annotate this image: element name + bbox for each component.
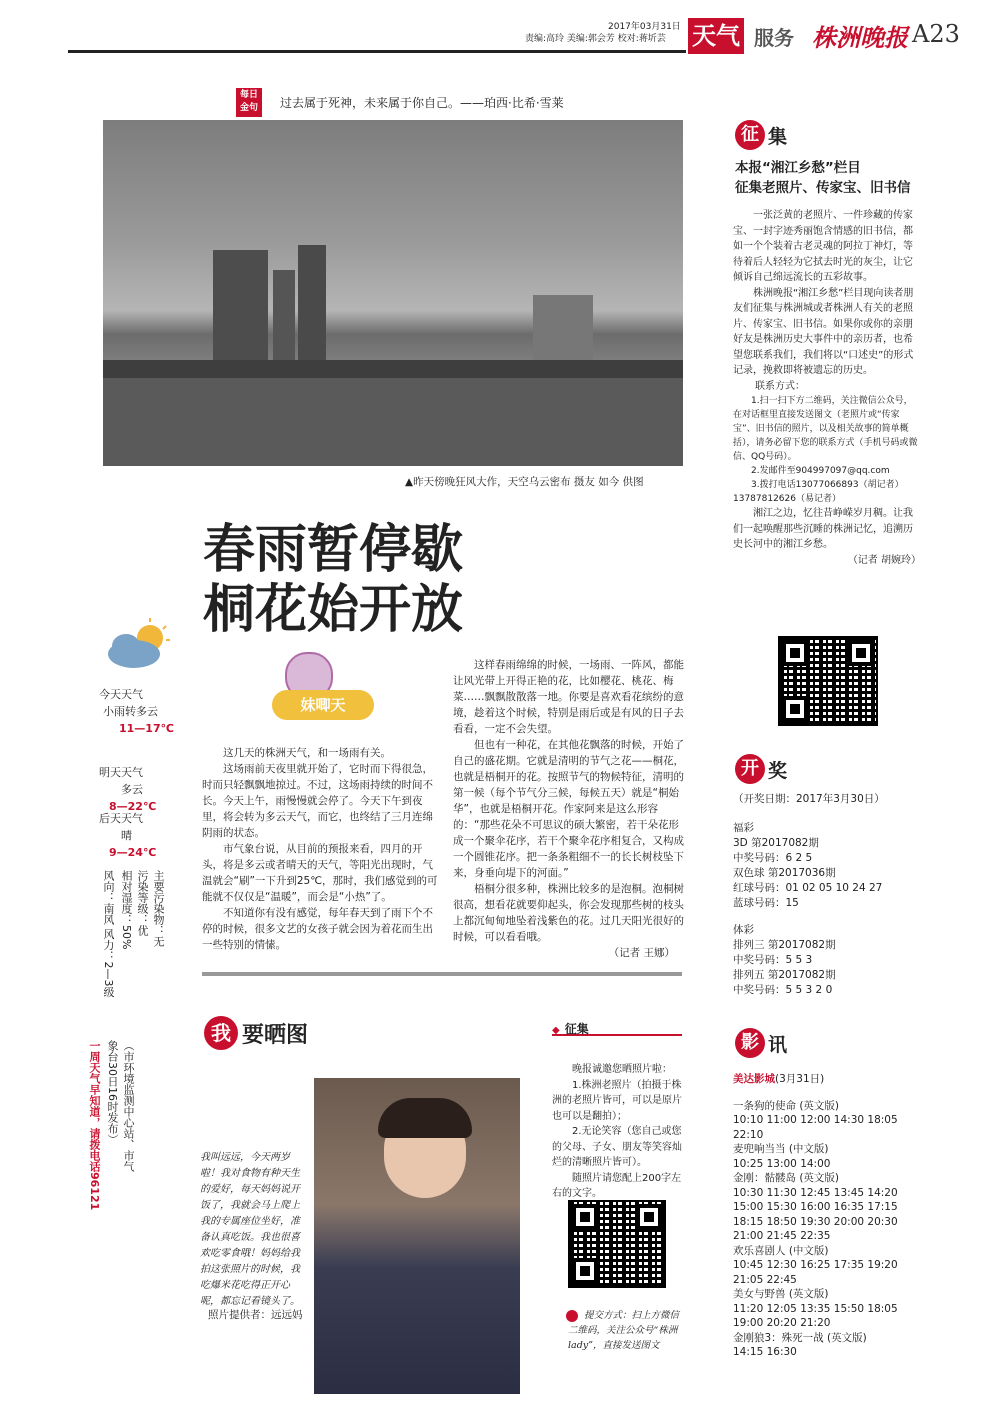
collect-body: 一张泛黄的老照片、一件珍藏的传家宝、一封字迹秀丽饱含情感的旧书信，都如一个个装着古老灵魂的阿拉丁神灯，等待着后人轻轻为它拭去时光的灰尘，让它倾诉自己绵远流长的五彩故事。 株洲晚报“湘江乡愁”栏目现向读者朋友们征集与株洲城或者株洲人有关的老照片、传家宝、旧书信。如果你或你的亲朋好友是株洲历史大事件中的亲历者，也希望您联系我们，我们将以“口述史”的形式记录，挽救即将被遗忘的历史。 联系方式： 1.扫一扫下方二维码，关注微信公众号，在对话框里直接发送图文（老照片或“传家宝”、旧书信的照片，以及相关故事的简单概括），请务必留下您的联系方式（手机号码或微信、QQ号码）。 2.发邮件至904997097@qq.com 3.拨打电话13077066893（胡记者）13787812626（易记者） 湘江之边，忆往昔峥嵘岁月稠。让我们一起唤醒那些沉睡的株洲记忆，追溯历史长河中的湘江乡愁。 （记者 胡婉玲） (733, 210, 921, 566)
weather-hotline: 一周天气早知道，请拨电话96121 (88, 1040, 101, 1211)
columnist-badge: 妹唧天 (272, 690, 374, 720)
humidity-info: 相对湿度：50% (120, 870, 133, 950)
source-line-1: （市环境监测中心站、市气 (122, 1040, 135, 1172)
pollutant-info: 主要污染物：无 (152, 870, 165, 947)
cinema-tag: 影 (735, 1028, 765, 1058)
showpic-tag: 我 (204, 1016, 238, 1050)
editor-credits: 责编:高玲 美编:郭会芳 校对:蒋圻芸 (525, 34, 666, 44)
collect-title: 本报“湘江乡愁”栏目 征集老照片、传家宝、旧书信 (735, 160, 911, 196)
building (213, 250, 268, 360)
riverbank (103, 360, 683, 378)
collect2-body: 晚报诚邀您晒照片啦： 1.株洲老照片（拍摄于株洲的老照片皆可，可以是原片也可以是翻拍）； 2.无论笑容（您自己或您的父母、子女、朋友等笑容灿烂的清晰照片皆可）。 随照片请您配上200字左右的文字。 (552, 1064, 682, 1199)
submit-method: 提交方式：扫上方微信二维码，关注公众号“株洲lady”，直接发送图文 (568, 1310, 680, 1351)
submit-qr-code[interactable] (568, 1200, 666, 1288)
cinema-listings: 美达影城(3月31日) 一条狗的使命 (英文版) 10:10 11:00 12:00 14:30 18:05 22:10 麦兜响当当 (中文版) 10:25 13:00 14:00 金刚：骷髅岛 (英文版) 10:30 11:30 12:45 13:45 14:20 15:00 15:30 16:00 16:35 17:15 18:15 18:50 19:30 20:00 20:30 21:00 21:45 22:35 欢乐喜剧人 (中文版) 10:45 12:30 16:25 17:35 19:20 21:05 22:45 美女与野兽 (英文版) 11:20 12:05 13:35 15:50 18:05 19:00 20:20 21:20 金刚狼3：殊死一战 (英文版) 14:15 16:30 (733, 1073, 898, 1358)
lottery-tag-rest: 奖 (768, 760, 788, 782)
building (298, 245, 326, 360)
cinema-tag-rest: 讯 (768, 1034, 788, 1056)
page-number: A23 (912, 20, 960, 48)
building (273, 270, 295, 360)
daily-quote: 过去属于死神，未来属于你自己。——珀西·比希·雪莱 (280, 96, 564, 110)
collect-qr-code[interactable] (778, 636, 878, 726)
showpic-tag-rest: 要晒图 (242, 1022, 309, 1048)
child-photo (314, 1078, 520, 1394)
article-column-1: 这几天的株洲天气，和一场雨有关。 这场雨前天夜里就开始了，它时而下得很急，时而只轻飘飘地掠过。不过，这场雨持续的时间不长。今天上午，雨慢慢就会停了。今天下午到夜里，将会转为多云天气，而它，也终结了三月连绵阴雨的状态。 市气象台说，从目前的预报来看，四月的开头，将是多云或者晴天的天气，等阳光出现时，气温就会“刷”一下升到25℃，那时，我们感觉到的可能就不仅仅是“温暖”，而会是“小热”了。 不知道你有没有感觉，每年春天到了雨下个不停的时候，很多文艺的女孩子就会因为着花而生出一些特别的情愫。 (202, 747, 438, 951)
photo-credit: 照片提供者：远远妈 (208, 1309, 303, 1321)
paper-logo: 株洲晚报 (812, 23, 908, 52)
source-line-2: 象台30日16时发布） (106, 1040, 119, 1145)
section-name: 服务 (754, 26, 794, 50)
weather-dayafter: 后天天气 晴 9—24℃ (99, 812, 157, 859)
child-verse: 我叫远远，今天两岁啦！我对食物有种天生的爱好，每天妈妈说开饭了，我就会马上爬上我的专属座位坐好，准备认真吃饭。我也很喜欢吃零食哦！妈妈给我拍这张照片的时候，我吃爆米花吃得正开心呢，都忘记看镜头了。 (200, 1152, 300, 1307)
article-column-2: 这样春雨绵绵的时候，一场雨、一阵风，都能让风光带上开得正艳的花，比如樱花、桃花、梅菜……飘飘散散落一地。你要是喜欢看花缤纷的意境，趁着这个时候，特别是雨后或是有风的日子去看看，一定不会失望。 但也有一种花，在其他花飘落的时候，开始了自己的盛花期。它就是清明的节气之花——桐花，也就是梧桐开的花。按照节气的物候特征，清明的第一候（每个节气分三候，每候五天）就是“桐始华”，也就是梧桐开花。作家阿来是这么形容的：“那些花朵不可思议的硕大繁密，若干朵花形成一个聚伞花序，若干个聚伞花序相复合，又构成一个圆锥花序。把一条条粗细不一的长长树枝坠下来，身垂向堤下的河面。” 梧桐分很多种，株洲比较多的是泡桐。泡桐树很高，想看花就要仰起头，你会发现那些树的枝头上都沉甸甸地坠着浅紫色的花。过几天阳光很好的时候，可以看看哦。 （记者 王娜） (453, 659, 684, 959)
child-hair (378, 1098, 472, 1138)
photo-caption: ▲昨天傍晚狂风大作，天空乌云密布 摄友 如今 供图 (405, 476, 644, 488)
collect2-header: ◆ 征集 (552, 1018, 682, 1036)
cloudy-sun-icon (104, 612, 174, 672)
collect-tag: 征 (735, 120, 765, 150)
header-rule (68, 50, 686, 53)
headline: 春雨暂停歇 桐花始开放 (203, 519, 464, 640)
wind-info: 风向：南风 风力：2—3级 (102, 870, 115, 998)
section-tag: 天气 (688, 18, 744, 54)
weather-today: 今天天气 小雨转多云 11—17℃ (99, 688, 174, 735)
pollution-level: 污染等级：优 (136, 870, 149, 936)
weather-tomorrow: 明天天气 多云 8—22℃ (99, 766, 157, 813)
river (103, 378, 683, 466)
section-divider (202, 972, 682, 976)
collect-tag-rest: 集 (768, 126, 788, 148)
lottery-tag: 开 (735, 754, 765, 784)
building (533, 295, 593, 360)
storm-sky-photo (103, 120, 683, 466)
quote-badge: 每日 金句 (236, 88, 262, 117)
lottery-results: （开奖日期：2017年3月30日） 福彩 3D 第2017082期 中奖号码：6 2 5 双色球 第2017036期 红球号码：01 02 05 10 24 27 蓝球号码：15 体彩 排列三 第2017082期 中奖号码：5 5 3 排列五 第2017082期 中奖号码：5 5 3 2 0 (733, 793, 885, 996)
issue-date: 2017年03月31日 (608, 22, 681, 32)
